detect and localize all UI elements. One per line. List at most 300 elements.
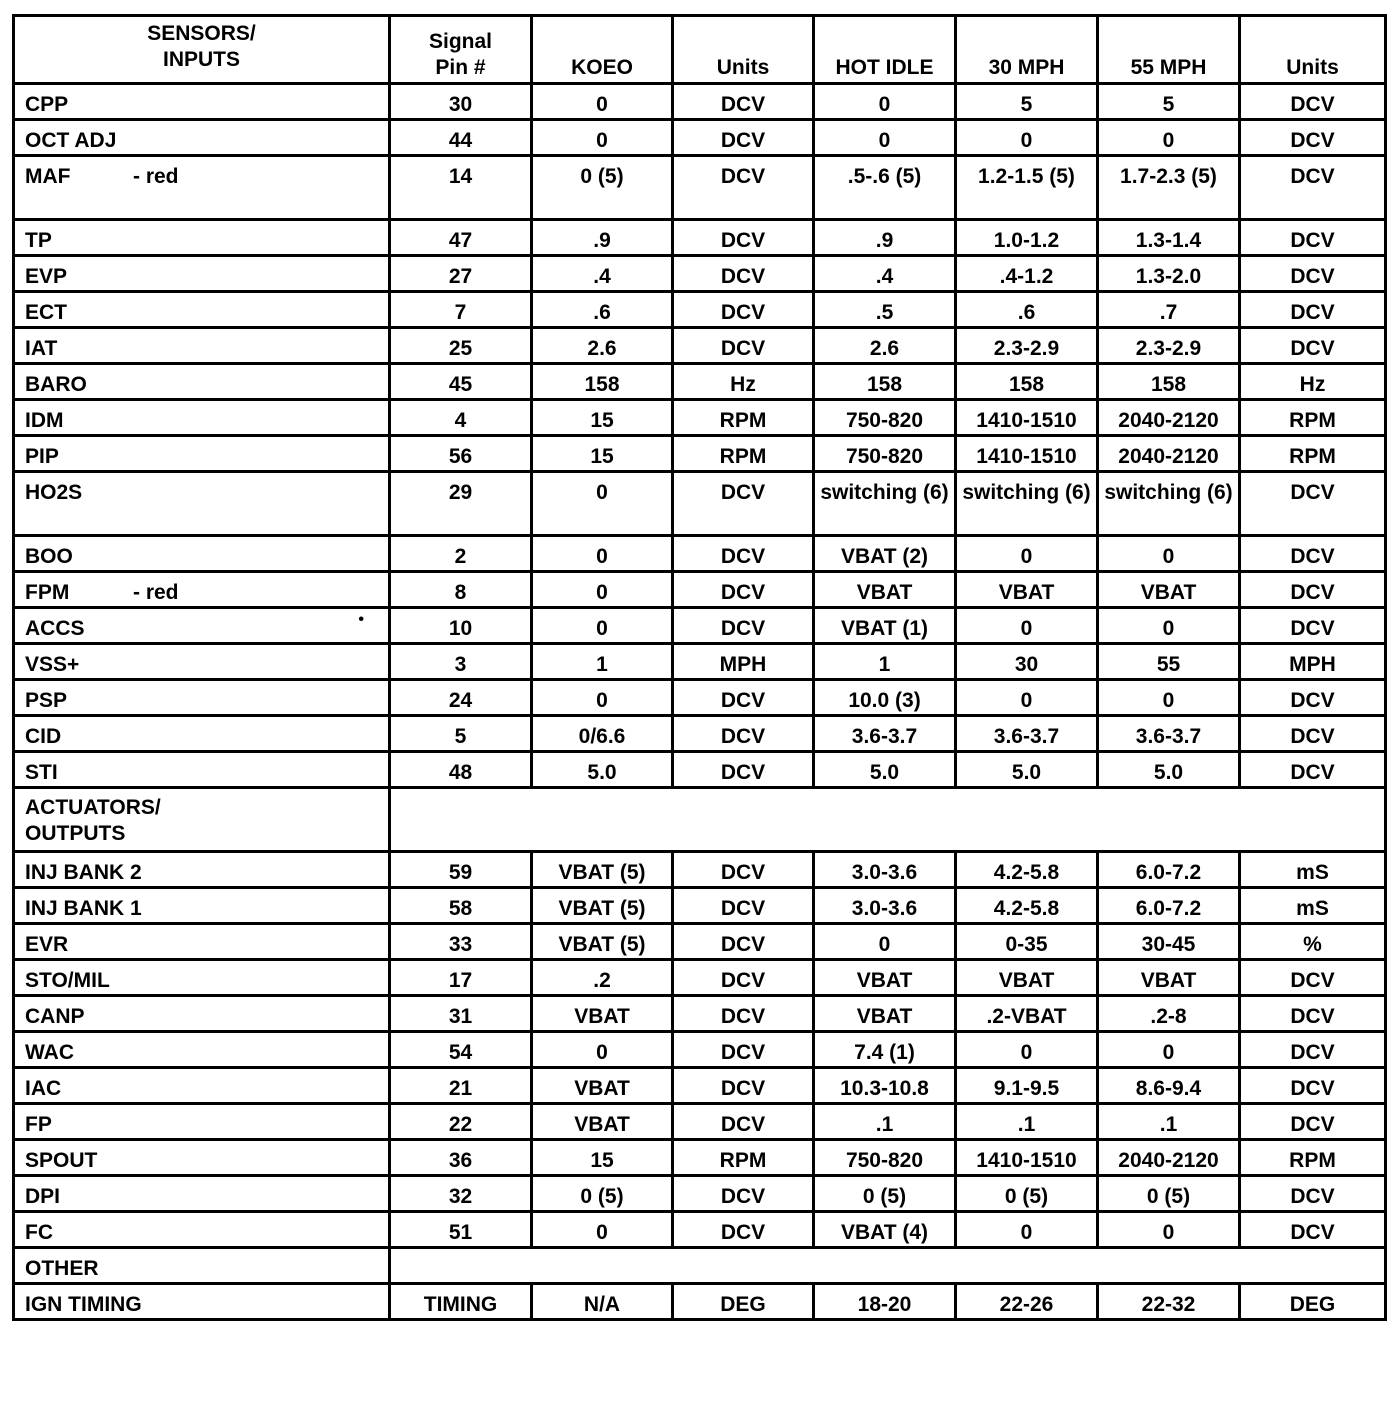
table-row xyxy=(14,888,1386,924)
signal-name: IGN TIMING xyxy=(25,1293,142,1316)
table-row xyxy=(14,256,1386,292)
signal-name-cell xyxy=(14,924,390,960)
koeo-cell: .9 xyxy=(532,220,673,256)
header-units-2: Units xyxy=(1240,16,1386,84)
koeo-cell: VBAT xyxy=(532,1104,673,1140)
koeo-cell: 0 xyxy=(532,536,673,572)
signal-name: HO2S xyxy=(25,481,83,504)
units-2-cell: DCV xyxy=(1240,996,1386,1032)
signal-name: SPOUT xyxy=(25,1149,98,1172)
signal-name: FPM xyxy=(25,581,70,604)
units-cell: Hz xyxy=(673,364,814,400)
units-2-cell: DCV xyxy=(1240,292,1386,328)
section-heading-row xyxy=(14,1248,1386,1284)
hot-idle-cell: .5 xyxy=(814,292,956,328)
units-2-cell: DCV xyxy=(1240,84,1386,120)
mph-30-cell: .6 xyxy=(956,292,1098,328)
mph-30-cell: 0 xyxy=(956,1032,1098,1068)
mph-30-cell: 158 xyxy=(956,364,1098,400)
signal-pin-cell: 21 xyxy=(390,1068,532,1104)
table-row xyxy=(14,680,1386,716)
units-cell: DCV xyxy=(673,716,814,752)
mph-30-cell: 0 xyxy=(956,1212,1098,1248)
signal-name-cell xyxy=(14,156,390,220)
mph-55-cell: 8.6-9.4 xyxy=(1098,1068,1240,1104)
mph-30-cell: 4.2-5.8 xyxy=(956,852,1098,888)
header-row xyxy=(14,16,1386,84)
mph-55-cell: 1.7-2.3 (5) xyxy=(1098,156,1240,220)
signal-pin-cell: 51 xyxy=(390,1212,532,1248)
hot-idle-cell: 10.0 (3) xyxy=(814,680,956,716)
units-cell: DCV xyxy=(673,960,814,996)
signal-pin-cell: 47 xyxy=(390,220,532,256)
signal-name: CPP xyxy=(25,93,69,116)
table-row xyxy=(14,1176,1386,1212)
koeo-cell: 0 xyxy=(532,472,673,536)
signal-pin-cell: 48 xyxy=(390,752,532,788)
signal-name-cell xyxy=(14,1176,390,1212)
koeo-cell: 0 xyxy=(532,572,673,608)
koeo-cell: 0 xyxy=(532,608,673,644)
mph-55-cell: 1.3-1.4 xyxy=(1098,220,1240,256)
hot-idle-cell: 7.4 (1) xyxy=(814,1032,956,1068)
units-cell: DCV xyxy=(673,1068,814,1104)
mph-30-cell: 22-26 xyxy=(956,1284,1098,1320)
signal-pin-cell: 54 xyxy=(390,1032,532,1068)
hot-idle-cell: VBAT (4) xyxy=(814,1212,956,1248)
signal-name: OCT ADJ xyxy=(25,129,117,152)
section-heading-row xyxy=(14,788,1386,852)
units-cell: DCV xyxy=(673,1104,814,1140)
table-row xyxy=(14,852,1386,888)
table-row xyxy=(14,156,1386,220)
units-2-cell: DCV xyxy=(1240,680,1386,716)
mph-30-cell: 30 xyxy=(956,644,1098,680)
signal-pin-cell: TIMING xyxy=(390,1284,532,1320)
koeo-cell: VBAT xyxy=(532,1068,673,1104)
mph-30-cell: 2.3-2.9 xyxy=(956,328,1098,364)
signal-name: INJ BANK 1 xyxy=(25,897,142,920)
koeo-cell: 0 (5) xyxy=(532,156,673,220)
units-2-cell: mS xyxy=(1240,888,1386,924)
units-cell: DCV xyxy=(673,852,814,888)
units-2-cell: DCV xyxy=(1240,1176,1386,1212)
koeo-cell: 5.0 xyxy=(532,752,673,788)
mph-55-cell: 0 xyxy=(1098,120,1240,156)
units-2-cell: DCV xyxy=(1240,120,1386,156)
koeo-cell: 15 xyxy=(532,436,673,472)
koeo-cell: 0/6.6 xyxy=(532,716,673,752)
signal-name: FP xyxy=(25,1113,52,1136)
units-2-cell: RPM xyxy=(1240,436,1386,472)
units-cell: RPM xyxy=(673,400,814,436)
units-cell: DCV xyxy=(673,996,814,1032)
signal-name-cell xyxy=(14,996,390,1032)
units-2-cell: DCV xyxy=(1240,1104,1386,1140)
signal-name-cell xyxy=(14,1104,390,1140)
koeo-cell: VBAT xyxy=(532,996,673,1032)
signal-name-cell xyxy=(14,220,390,256)
signal-name-cell xyxy=(14,960,390,996)
units-cell: DCV xyxy=(673,572,814,608)
mph-55-cell: 3.6-3.7 xyxy=(1098,716,1240,752)
signal-name: CID xyxy=(25,725,62,748)
signal-name-cell xyxy=(14,536,390,572)
table-row xyxy=(14,1140,1386,1176)
mph-30-cell: 1.0-1.2 xyxy=(956,220,1098,256)
signal-name-cell xyxy=(14,1212,390,1248)
koeo-cell: 0 xyxy=(532,1032,673,1068)
signal-pin-cell: 5 xyxy=(390,716,532,752)
units-cell: DCV xyxy=(673,256,814,292)
mph-55-cell: 158 xyxy=(1098,364,1240,400)
signal-name: EVR xyxy=(25,933,69,956)
mph-30-cell: 4.2-5.8 xyxy=(956,888,1098,924)
signal-pin-cell: 10 xyxy=(390,608,532,644)
signal-name: ACCS xyxy=(25,617,85,640)
hot-idle-cell: 3.6-3.7 xyxy=(814,716,956,752)
units-cell: MPH xyxy=(673,644,814,680)
mph-55-cell: 2.3-2.9 xyxy=(1098,328,1240,364)
signal-name: EVP xyxy=(25,265,68,288)
units-2-cell: DCV xyxy=(1240,1032,1386,1068)
koeo-cell: VBAT (5) xyxy=(532,888,673,924)
mph-55-cell: 0 xyxy=(1098,1212,1240,1248)
table-row xyxy=(14,996,1386,1032)
mph-30-cell: 5 xyxy=(956,84,1098,120)
hot-idle-cell: VBAT (2) xyxy=(814,536,956,572)
signal-pin-cell: 59 xyxy=(390,852,532,888)
signal-name-cell xyxy=(14,400,390,436)
hot-idle-cell: 10.3-10.8 xyxy=(814,1068,956,1104)
units-cell: DCV xyxy=(673,888,814,924)
hot-idle-cell: 18-20 xyxy=(814,1284,956,1320)
units-cell: DCV xyxy=(673,608,814,644)
mph-55-cell: 0 xyxy=(1098,536,1240,572)
diagnostic-table-sheet xyxy=(12,14,1384,1321)
signal-name-cell xyxy=(14,888,390,924)
signal-name-cell xyxy=(14,852,390,888)
mph-55-cell: 0 xyxy=(1098,1032,1240,1068)
units-2-cell: DCV xyxy=(1240,572,1386,608)
table-row xyxy=(14,608,1386,644)
table-row xyxy=(14,120,1386,156)
units-2-cell: DCV xyxy=(1240,716,1386,752)
table-row xyxy=(14,924,1386,960)
table-row xyxy=(14,472,1386,536)
mph-55-cell: 5 xyxy=(1098,84,1240,120)
units-cell: DCV xyxy=(673,220,814,256)
mph-30-cell: .4-1.2 xyxy=(956,256,1098,292)
koeo-cell: 0 xyxy=(532,680,673,716)
mph-55-cell: 2040-2120 xyxy=(1098,400,1240,436)
signal-name-cell xyxy=(14,752,390,788)
signal-pin-cell: 4 xyxy=(390,400,532,436)
hot-idle-cell: VBAT (1) xyxy=(814,608,956,644)
hot-idle-cell: 0 xyxy=(814,120,956,156)
mph-30-cell: 0 (5) xyxy=(956,1176,1098,1212)
hot-idle-cell: .1 xyxy=(814,1104,956,1140)
signal-pin-cell: 24 xyxy=(390,680,532,716)
signal-pin-cell: 14 xyxy=(390,156,532,220)
table-body xyxy=(14,84,1386,1320)
hot-idle-cell: 1 xyxy=(814,644,956,680)
units-2-cell: MPH xyxy=(1240,644,1386,680)
signal-pin-cell: 44 xyxy=(390,120,532,156)
header-hot-idle: HOT IDLE xyxy=(814,16,956,84)
units-cell: DCV xyxy=(673,120,814,156)
section-blank-span xyxy=(390,1248,1386,1284)
signal-pin-cell: 36 xyxy=(390,1140,532,1176)
stray-dot-mark: • xyxy=(358,611,364,628)
signal-name: IDM xyxy=(25,409,64,432)
mph-30-cell: VBAT xyxy=(956,960,1098,996)
signal-name-cell xyxy=(14,472,390,536)
table-row xyxy=(14,716,1386,752)
header-sensors-inputs: SENSORS/ INPUTS xyxy=(14,16,390,84)
koeo-cell: 158 xyxy=(532,364,673,400)
mph-30-cell: 0 xyxy=(956,608,1098,644)
mph-30-cell: 1410-1510 xyxy=(956,436,1098,472)
mph-30-cell: switching (6) xyxy=(956,472,1098,536)
signal-name: PIP xyxy=(25,445,59,468)
units-2-cell: DCV xyxy=(1240,608,1386,644)
mph-30-cell: 5.0 xyxy=(956,752,1098,788)
units-2-cell: DCV xyxy=(1240,220,1386,256)
signal-name: MAF xyxy=(25,165,71,188)
hot-idle-cell: VBAT xyxy=(814,960,956,996)
signal-pin-cell: 56 xyxy=(390,436,532,472)
mph-55-cell: VBAT xyxy=(1098,572,1240,608)
signal-name-cell xyxy=(14,364,390,400)
signal-pin-cell: 31 xyxy=(390,996,532,1032)
units-cell: DCV xyxy=(673,328,814,364)
koeo-cell: VBAT (5) xyxy=(532,924,673,960)
signal-name: STI xyxy=(25,761,58,784)
mph-55-cell: .2-8 xyxy=(1098,996,1240,1032)
signal-name: TP xyxy=(25,229,52,252)
table-row xyxy=(14,400,1386,436)
mph-55-cell: 2040-2120 xyxy=(1098,436,1240,472)
mph-55-cell: 22-32 xyxy=(1098,1284,1240,1320)
table-row xyxy=(14,752,1386,788)
signal-name-cell xyxy=(14,1032,390,1068)
hot-idle-cell: 2.6 xyxy=(814,328,956,364)
signal-name: STO/MIL xyxy=(25,969,110,992)
koeo-cell: 0 xyxy=(532,120,673,156)
mph-30-cell: 1.2-1.5 (5) xyxy=(956,156,1098,220)
pcm-pin-values-table xyxy=(12,14,1387,1321)
mph-55-cell: 1.3-2.0 xyxy=(1098,256,1240,292)
mph-55-cell: 6.0-7.2 xyxy=(1098,888,1240,924)
units-cell: DCV xyxy=(673,680,814,716)
hot-idle-cell: 5.0 xyxy=(814,752,956,788)
hot-idle-cell: 750-820 xyxy=(814,436,956,472)
header-signal-pin: Signal Pin # xyxy=(390,16,532,84)
hot-idle-cell: .5-.6 (5) xyxy=(814,156,956,220)
signal-name-cell xyxy=(14,1140,390,1176)
signal-name-cell xyxy=(14,572,390,608)
signal-name: PSP xyxy=(25,689,68,712)
table-row xyxy=(14,1284,1386,1320)
mph-30-cell: .1 xyxy=(956,1104,1098,1140)
koeo-cell: 15 xyxy=(532,400,673,436)
signal-name-cell xyxy=(14,680,390,716)
hot-idle-cell: 0 (5) xyxy=(814,1176,956,1212)
mph-30-cell: 1410-1510 xyxy=(956,1140,1098,1176)
header-55-mph: 55 MPH xyxy=(1098,16,1240,84)
header-30-mph: 30 MPH xyxy=(956,16,1098,84)
hot-idle-cell: 0 xyxy=(814,924,956,960)
signal-pin-cell: 2 xyxy=(390,536,532,572)
units-2-cell: DCV xyxy=(1240,1212,1386,1248)
hot-idle-cell: 750-820 xyxy=(814,1140,956,1176)
hot-idle-cell: .4 xyxy=(814,256,956,292)
units-cell: RPM xyxy=(673,436,814,472)
units-2-cell: % xyxy=(1240,924,1386,960)
mph-55-cell: 55 xyxy=(1098,644,1240,680)
signal-pin-cell: 30 xyxy=(390,84,532,120)
units-cell: DCV xyxy=(673,472,814,536)
units-cell: DCV xyxy=(673,536,814,572)
header-units: Units xyxy=(673,16,814,84)
signal-name-cell xyxy=(14,608,390,644)
signal-name-cell xyxy=(14,436,390,472)
signal-name: IAT xyxy=(25,337,58,360)
units-cell: DCV xyxy=(673,752,814,788)
koeo-cell: 1 xyxy=(532,644,673,680)
mph-55-cell: 6.0-7.2 xyxy=(1098,852,1240,888)
koeo-cell: VBAT (5) xyxy=(532,852,673,888)
section-heading: OTHER xyxy=(14,1248,390,1284)
signal-name-cell xyxy=(14,84,390,120)
signal-pin-cell: 29 xyxy=(390,472,532,536)
table-row xyxy=(14,436,1386,472)
koeo-cell: .2 xyxy=(532,960,673,996)
units-2-cell: DCV xyxy=(1240,1068,1386,1104)
units-2-cell: DCV xyxy=(1240,536,1386,572)
mph-55-cell: .1 xyxy=(1098,1104,1240,1140)
hot-idle-cell: VBAT xyxy=(814,996,956,1032)
header-koeo: KOEO xyxy=(532,16,673,84)
koeo-cell: .4 xyxy=(532,256,673,292)
signal-name-cell xyxy=(14,716,390,752)
hot-idle-cell: 158 xyxy=(814,364,956,400)
table-row xyxy=(14,1104,1386,1140)
hot-idle-cell: 0 xyxy=(814,84,956,120)
mph-55-cell: 0 xyxy=(1098,680,1240,716)
signal-name: VSS+ xyxy=(25,653,80,676)
table-row xyxy=(14,292,1386,328)
signal-name-cell xyxy=(14,644,390,680)
section-heading: ACTUATORS/ OUTPUTS xyxy=(14,788,390,852)
mph-30-cell: 0 xyxy=(956,536,1098,572)
koeo-cell: 0 xyxy=(532,1212,673,1248)
signal-name: ECT xyxy=(25,301,67,324)
units-2-cell: DCV xyxy=(1240,156,1386,220)
koeo-cell: 0 (5) xyxy=(532,1176,673,1212)
mph-30-cell: 3.6-3.7 xyxy=(956,716,1098,752)
signal-name: INJ BANK 2 xyxy=(25,861,142,884)
signal-pin-cell: 8 xyxy=(390,572,532,608)
table-row xyxy=(14,1212,1386,1248)
hot-idle-cell: .9 xyxy=(814,220,956,256)
mph-30-cell: 1410-1510 xyxy=(956,400,1098,436)
table-row xyxy=(14,1068,1386,1104)
signal-name-cell xyxy=(14,292,390,328)
mph-55-cell: 30-45 xyxy=(1098,924,1240,960)
mph-30-cell: .2-VBAT xyxy=(956,996,1098,1032)
units-cell: RPM xyxy=(673,1140,814,1176)
hot-idle-cell: 750-820 xyxy=(814,400,956,436)
signal-pin-cell: 45 xyxy=(390,364,532,400)
mph-55-cell: .7 xyxy=(1098,292,1240,328)
mph-55-cell: 0 (5) xyxy=(1098,1176,1240,1212)
koeo-cell: .6 xyxy=(532,292,673,328)
signal-pin-cell: 3 xyxy=(390,644,532,680)
units-cell: DCV xyxy=(673,84,814,120)
table-row xyxy=(14,364,1386,400)
table-row xyxy=(14,536,1386,572)
signal-pin-cell: 32 xyxy=(390,1176,532,1212)
mph-55-cell: VBAT xyxy=(1098,960,1240,996)
signal-pin-cell: 25 xyxy=(390,328,532,364)
koeo-cell: 15 xyxy=(532,1140,673,1176)
units-cell: DEG xyxy=(673,1284,814,1320)
signal-name: BOO xyxy=(25,545,73,568)
units-2-cell: RPM xyxy=(1240,1140,1386,1176)
table-row xyxy=(14,960,1386,996)
units-cell: DCV xyxy=(673,292,814,328)
table-row xyxy=(14,328,1386,364)
hot-idle-cell: switching (6) xyxy=(814,472,956,536)
section-blank-span xyxy=(390,788,1386,852)
signal-note: - red xyxy=(133,165,179,188)
mph-30-cell: 0 xyxy=(956,680,1098,716)
signal-name: BARO xyxy=(25,373,87,396)
units-2-cell: Hz xyxy=(1240,364,1386,400)
signal-name-cell xyxy=(14,1284,390,1320)
units-2-cell: DEG xyxy=(1240,1284,1386,1320)
hot-idle-cell: 3.0-3.6 xyxy=(814,852,956,888)
units-cell: DCV xyxy=(673,1176,814,1212)
mph-55-cell: switching (6) xyxy=(1098,472,1240,536)
signal-pin-cell: 22 xyxy=(390,1104,532,1140)
hot-idle-cell: 3.0-3.6 xyxy=(814,888,956,924)
signal-pin-cell: 7 xyxy=(390,292,532,328)
units-2-cell: mS xyxy=(1240,852,1386,888)
signal-name-cell xyxy=(14,120,390,156)
koeo-cell: N/A xyxy=(532,1284,673,1320)
signal-pin-cell: 58 xyxy=(390,888,532,924)
signal-name: WAC xyxy=(25,1041,74,1064)
signal-note: - red xyxy=(133,581,179,604)
koeo-cell: 2.6 xyxy=(532,328,673,364)
units-2-cell: DCV xyxy=(1240,328,1386,364)
signal-name: CANP xyxy=(25,1005,85,1028)
signal-name: DPI xyxy=(25,1185,61,1208)
units-2-cell: DCV xyxy=(1240,752,1386,788)
units-2-cell: DCV xyxy=(1240,472,1386,536)
mph-55-cell: 5.0 xyxy=(1098,752,1240,788)
table-row xyxy=(14,644,1386,680)
units-2-cell: RPM xyxy=(1240,400,1386,436)
table-row xyxy=(14,220,1386,256)
signal-name: FC xyxy=(25,1221,53,1244)
mph-55-cell: 0 xyxy=(1098,608,1240,644)
signal-pin-cell: 33 xyxy=(390,924,532,960)
table-row xyxy=(14,1032,1386,1068)
